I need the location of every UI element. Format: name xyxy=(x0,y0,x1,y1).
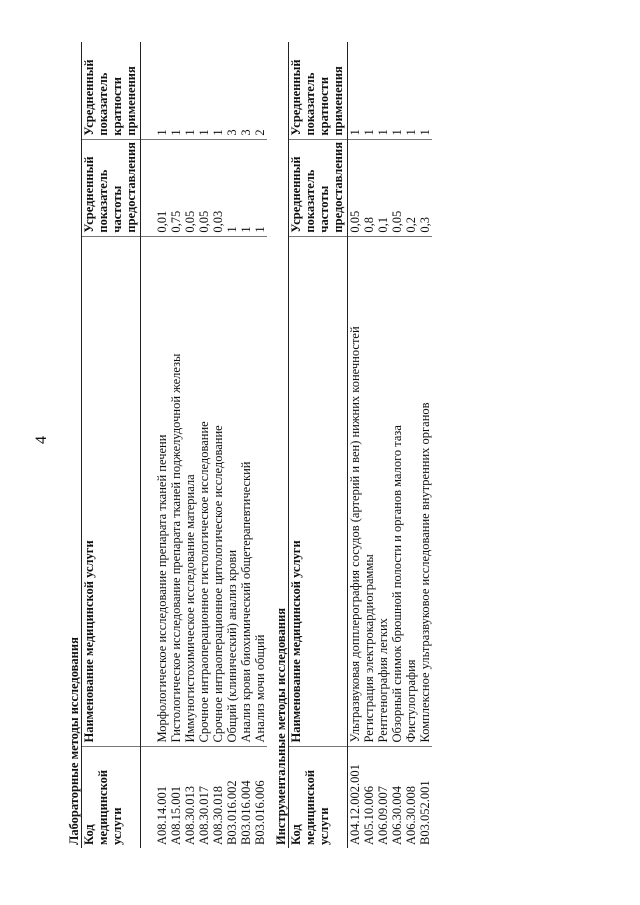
service-name: Морфологическое исследование препарата тканей печени xyxy=(155,236,169,746)
table-row xyxy=(169,42,183,848)
table-header-row xyxy=(289,42,348,848)
table-row xyxy=(376,42,390,848)
instrumental-methods-table xyxy=(273,42,432,848)
table-row xyxy=(362,42,376,848)
service-multiplicity: 1 xyxy=(197,42,211,139)
table-row xyxy=(404,42,418,848)
header-code: Код медицинской услуги xyxy=(82,746,141,848)
service-multiplicity: 1 xyxy=(169,42,183,139)
instr-rows xyxy=(348,42,433,848)
service-frequency: 0,01 xyxy=(155,139,169,236)
service-frequency: 0,05 xyxy=(348,139,363,236)
service-multiplicity: 1 xyxy=(418,42,432,139)
service-code: A08.30.018 xyxy=(211,785,225,845)
header-name: Наименование медицинской услуги xyxy=(82,236,141,746)
lab-methods-table xyxy=(66,42,267,848)
service-code: B03.016.004 xyxy=(239,780,253,845)
table-row xyxy=(155,42,169,848)
table-row xyxy=(197,42,211,848)
service-code: B03.052.001 xyxy=(418,780,432,845)
table-row xyxy=(211,42,225,848)
service-code: A08.14.001 xyxy=(155,785,169,845)
rotated-document-sheet xyxy=(66,42,536,848)
service-name: Анализ мочи общий xyxy=(253,236,267,746)
table-row xyxy=(418,42,432,848)
service-code: A08.30.013 xyxy=(183,785,197,845)
service-name: Срочное интраоперационное гистологическое исследование xyxy=(197,236,211,746)
service-code: B03.016.002 xyxy=(225,780,239,845)
header-code: Код медицинской услуги xyxy=(289,746,348,848)
service-frequency: 1 xyxy=(225,139,239,236)
service-frequency: 0,2 xyxy=(404,139,418,236)
service-code: B03.016.006 xyxy=(253,780,267,845)
header-multiplicity: Усредненный показатель кратности применения xyxy=(289,42,348,139)
service-multiplicity: 1 xyxy=(362,42,376,139)
section-title-row xyxy=(273,42,289,848)
service-multiplicity: 1 xyxy=(404,42,418,139)
service-frequency: 0,3 xyxy=(418,139,432,236)
table-row xyxy=(183,42,197,848)
service-name: Ультразвуковая допплерография сосудов (артерий и вен) нижних конечностей xyxy=(348,236,363,746)
header-multiplicity: Усредненный показатель кратности применения xyxy=(82,42,141,139)
service-multiplicity: 1 xyxy=(155,42,169,139)
lab-rows xyxy=(155,42,267,848)
service-name: Комплексное ультразвуковое исследование внутренних органов xyxy=(418,236,432,746)
page-number: 4 xyxy=(33,436,50,444)
service-name: Срочное интраоперационное цитологическое исследование xyxy=(211,236,225,746)
service-frequency: 1 xyxy=(239,139,253,236)
service-multiplicity: 3 xyxy=(225,42,239,139)
service-name: Регистрация электрокардиограммы xyxy=(362,236,376,746)
service-multiplicity: 3 xyxy=(239,42,253,139)
header-frequency: Усредненный показатель частоты предоставления xyxy=(82,139,141,236)
service-name: Рентгенография легких xyxy=(376,236,390,746)
service-frequency: 0,75 xyxy=(169,139,183,236)
service-frequency: 0,05 xyxy=(197,139,211,236)
service-code: A06.09.007 xyxy=(376,785,390,845)
service-name: Фистулография xyxy=(404,236,418,746)
table-row xyxy=(348,42,363,848)
service-multiplicity: 1 xyxy=(211,42,225,139)
table-row xyxy=(253,42,267,848)
service-multiplicity: 1 xyxy=(376,42,390,139)
service-code: A06.30.004 xyxy=(390,785,404,845)
service-frequency: 0,03 xyxy=(211,139,225,236)
lab-section-title: Лабораторные методы исследования xyxy=(66,42,82,848)
service-name: Обзорный снимок брюшной полости и органов малого таза xyxy=(390,236,404,746)
service-multiplicity: 1 xyxy=(183,42,197,139)
table-row xyxy=(390,42,404,848)
service-multiplicity: 1 xyxy=(348,42,363,139)
table-row xyxy=(239,42,253,848)
table-header-row xyxy=(82,42,141,848)
service-code: A04.12.002.001 xyxy=(348,764,362,845)
service-code: A08.15.001 xyxy=(169,785,183,845)
service-multiplicity: 2 xyxy=(253,42,267,139)
service-code: A05.10.006 xyxy=(362,785,376,845)
header-name: Наименование медицинской услуги xyxy=(289,236,348,746)
service-frequency: 0,8 xyxy=(362,139,376,236)
service-name: Анализ крови биохимический общетерапевтический xyxy=(239,236,253,746)
service-multiplicity: 1 xyxy=(390,42,404,139)
table-row xyxy=(225,42,239,848)
instr-section-title: Инструментальные методы исследования xyxy=(273,42,289,848)
service-name: Общий (клинический) анализ крови xyxy=(225,236,239,746)
service-frequency: 1 xyxy=(253,139,267,236)
service-code: A08.30.017 xyxy=(197,785,211,845)
service-frequency: 0,1 xyxy=(376,139,390,236)
service-frequency: 0,05 xyxy=(390,139,404,236)
service-name: Иммуногистохимическое исследование материала xyxy=(183,236,197,746)
service-name: Гистологическое исследование препарата тканей поджелудочной железы xyxy=(169,236,183,746)
service-frequency: 0,05 xyxy=(183,139,197,236)
service-code: A06.30.008 xyxy=(404,785,418,845)
section-title-row xyxy=(66,42,82,848)
header-frequency: Усредненный показатель частоты предоставления xyxy=(289,139,348,236)
